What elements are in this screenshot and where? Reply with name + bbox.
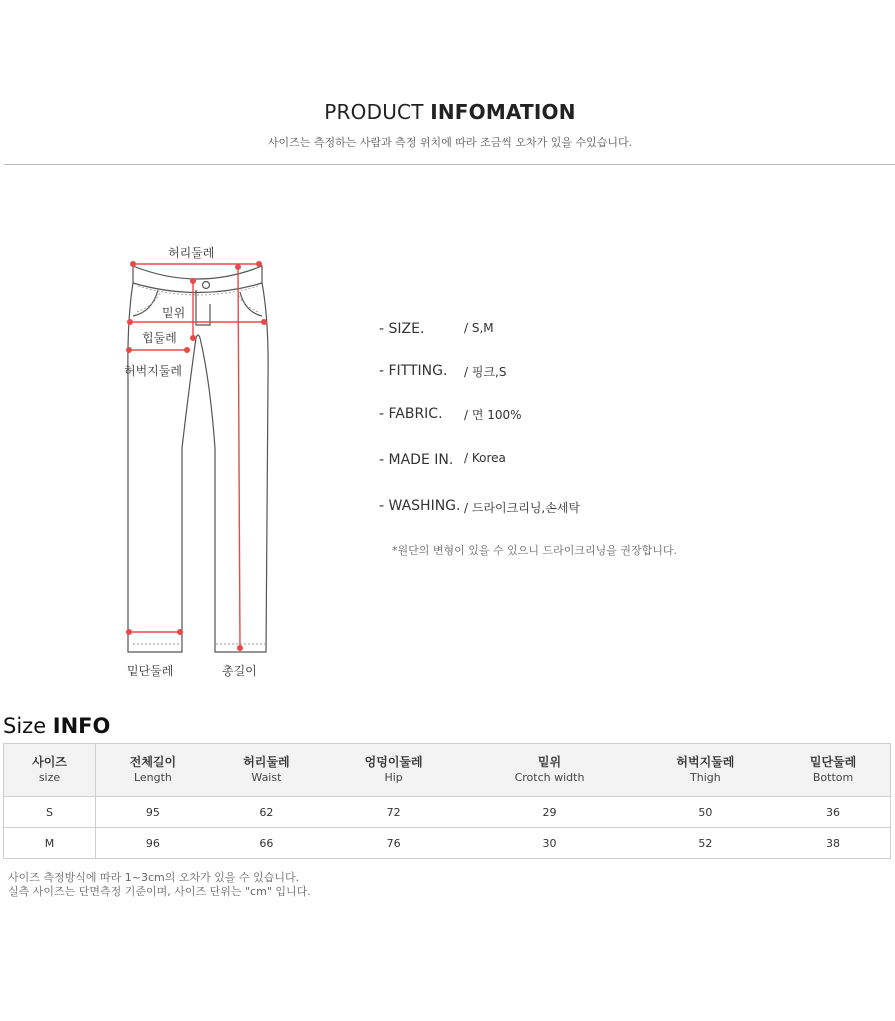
col-ko: 밑위 [537, 755, 562, 769]
col-crotch [464, 744, 634, 797]
table-cell: 29 [464, 797, 634, 828]
col-length [96, 744, 210, 797]
spec-size-value: / S,M [464, 321, 494, 335]
col-en: Hip [384, 771, 403, 784]
col-thigh [635, 744, 776, 797]
table-cell: 76 [323, 828, 464, 859]
table-cell: 30 [464, 828, 634, 859]
col-size [4, 744, 96, 797]
col-ko: 사이즈 [32, 755, 67, 769]
col-en: size [38, 771, 61, 784]
col-en: Thigh [690, 771, 721, 784]
page-subtitle: 사이즈는 측정하는 사람과 측정 위치에 따라 조금씩 오차가 있을 수있습니다. [267, 136, 633, 149]
table-cell: S [4, 797, 96, 828]
note-line: 사이즈 측정방식에 따라 1~3cm의 오차가 있을 수 있습니다. [8, 871, 300, 884]
col-hip [323, 744, 464, 797]
spec-fabric-value: / 면 100% [464, 408, 522, 422]
spec-fitting-value: / 핑크,S [464, 365, 507, 379]
table-row [4, 797, 891, 828]
table-cell: M [4, 828, 96, 859]
table-cell: 72 [323, 797, 464, 828]
col-ko: 전체길이 [129, 755, 177, 769]
size-info-title [3, 714, 110, 738]
col-ko: 허리둘레 [243, 755, 290, 769]
spec-fabric-key: - FABRIC. [379, 406, 443, 422]
col-en: Waist [251, 771, 282, 784]
size-title-bold: INFO [52, 714, 111, 738]
table-cell: 62 [210, 797, 323, 828]
label-thigh: 허벅지둘레 [124, 364, 182, 378]
col-ko: 허벅지둘레 [676, 755, 735, 769]
col-ko: 밑단둘레 [809, 755, 857, 769]
table-cell: 52 [635, 828, 776, 859]
spec-madein-value: / Korea [464, 451, 506, 465]
spec-washing-value: / 드라이크리닝,손세탁 [464, 501, 581, 515]
title-light: PRODUCT [324, 100, 431, 124]
table-row [4, 828, 891, 859]
spec-fitting-key: - FITTING. [379, 363, 448, 379]
title-bold: INFOMATION [430, 100, 576, 124]
table-cell: 50 [635, 797, 776, 828]
size-title-light: Size [3, 714, 53, 738]
label-hip: 힙둘레 [142, 331, 177, 345]
note-line: 실측 사이즈는 단면측정 기준이며, 사이즈 단위는 "cm" 입니다. [8, 885, 311, 898]
table-cell: 95 [96, 797, 210, 828]
spec-washing-key: - WASHING. [379, 498, 461, 514]
size-notes [8, 871, 311, 899]
col-bottom [776, 744, 890, 797]
label-crotch: 밑위 [162, 306, 186, 320]
col-ko: 엉덩이둘레 [364, 755, 423, 769]
label-length: 총길이 [222, 664, 257, 678]
col-en: Crotch width [514, 771, 585, 784]
table-header-row [4, 744, 891, 797]
spec-note: *원단의 변형이 있을 수 있으니 드라이크리닝을 권장합니다. [392, 544, 677, 557]
spec-size-key: - SIZE. [379, 321, 425, 337]
table-cell: 36 [776, 797, 890, 828]
table-cell: 66 [210, 828, 323, 859]
table-cell: 96 [96, 828, 210, 859]
col-en: Length [133, 771, 172, 784]
label-waist: 허리둘레 [168, 246, 215, 260]
table-cell: 38 [776, 828, 890, 859]
label-bottom: 밑단둘레 [127, 664, 174, 678]
col-waist [210, 744, 323, 797]
size-table [3, 743, 891, 859]
col-en: Bottom [812, 771, 854, 784]
spec-madein-key: - MADE IN. [379, 452, 454, 468]
